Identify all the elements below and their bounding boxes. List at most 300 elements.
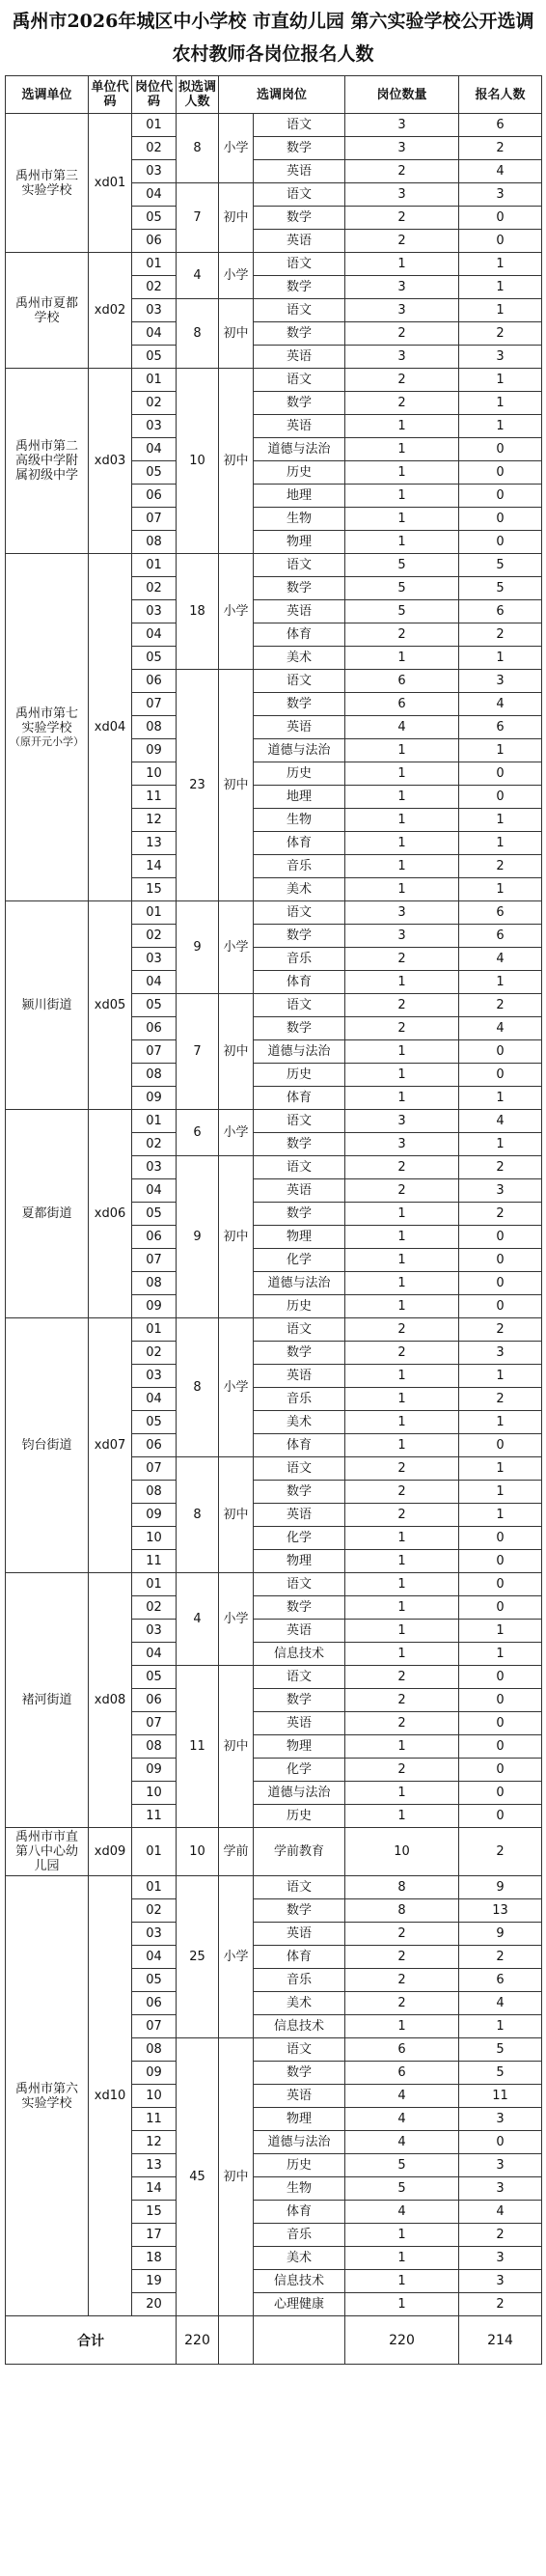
planned-count: 45 bbox=[177, 2038, 219, 2316]
planned-count: 18 bbox=[177, 554, 219, 670]
post-count: 6 bbox=[345, 670, 459, 693]
post-count: 1 bbox=[345, 461, 459, 485]
post-count: 5 bbox=[345, 554, 459, 577]
header-planned-count: 拟选调人数 bbox=[177, 76, 219, 114]
post-count: 1 bbox=[345, 415, 459, 438]
school-level: 初中 bbox=[219, 299, 254, 369]
post-count: 1 bbox=[345, 438, 459, 461]
applicant-count: 2 bbox=[459, 2224, 542, 2247]
post-subject: 美术 bbox=[254, 878, 345, 901]
applicant-count: 6 bbox=[459, 600, 542, 623]
school-level: 初中 bbox=[219, 183, 254, 253]
applicant-count: 1 bbox=[459, 1365, 542, 1388]
post-subject: 历史 bbox=[254, 1805, 345, 1828]
total-label: 合计 bbox=[6, 2316, 177, 2365]
unit-name-text: 禹州市市直第八中心幼儿园 bbox=[14, 1830, 78, 1873]
post-subject: 语文 bbox=[254, 2038, 345, 2062]
post-count: 1 bbox=[345, 508, 459, 531]
post-subject: 语文 bbox=[254, 1156, 345, 1179]
post-code: 07 bbox=[132, 1249, 177, 1272]
unit-name bbox=[6, 1876, 89, 2316]
table-row bbox=[6, 253, 542, 276]
page-title: 禹州市2026年城区中小学校 市直幼儿园 第六实验学校公开选调农村教师各岗位报名人数 bbox=[12, 11, 534, 65]
planned-count: 11 bbox=[177, 1666, 219, 1828]
post-count: 3 bbox=[345, 1110, 459, 1133]
school-level: 小学 bbox=[219, 1110, 254, 1156]
unit-name bbox=[6, 369, 89, 554]
header-post: 选调岗位 bbox=[219, 76, 345, 114]
post-code: 04 bbox=[132, 1388, 177, 1411]
post-code: 05 bbox=[132, 1969, 177, 1992]
post-count: 1 bbox=[345, 1735, 459, 1759]
post-count: 2 bbox=[345, 1017, 459, 1040]
post-count: 3 bbox=[345, 276, 459, 299]
unit-code: xd02 bbox=[89, 253, 132, 369]
post-subject: 历史 bbox=[254, 1064, 345, 1087]
applicant-count: 0 bbox=[459, 485, 542, 508]
post-subject: 地理 bbox=[254, 786, 345, 809]
planned-count: 7 bbox=[177, 183, 219, 253]
post-count: 2 bbox=[345, 369, 459, 392]
post-subject: 英语 bbox=[254, 716, 345, 739]
post-count: 4 bbox=[345, 2131, 459, 2154]
unit-name bbox=[6, 114, 89, 253]
header-row bbox=[6, 76, 542, 114]
applicant-count: 4 bbox=[459, 1992, 542, 2015]
registration-table bbox=[5, 75, 542, 2365]
school-level: 初中 bbox=[219, 369, 254, 554]
post-code: 17 bbox=[132, 2224, 177, 2247]
post-count: 1 bbox=[345, 531, 459, 554]
post-count: 1 bbox=[345, 1411, 459, 1434]
post-count: 2 bbox=[345, 207, 459, 230]
applicant-count: 6 bbox=[459, 901, 542, 925]
post-count: 2 bbox=[345, 1457, 459, 1481]
post-code: 08 bbox=[132, 1272, 177, 1295]
post-code: 03 bbox=[132, 1620, 177, 1643]
post-count: 2 bbox=[345, 392, 459, 415]
applicant-count: 1 bbox=[459, 2015, 542, 2038]
planned-count: 4 bbox=[177, 253, 219, 299]
post-code: 01 bbox=[132, 1318, 177, 1342]
post-count: 4 bbox=[345, 2201, 459, 2224]
unit-note: （原开元小学） bbox=[10, 735, 84, 748]
post-count: 2 bbox=[345, 1504, 459, 1527]
post-subject: 语文 bbox=[254, 114, 345, 137]
applicant-count: 5 bbox=[459, 554, 542, 577]
table-row bbox=[6, 901, 542, 925]
school-level: 小学 bbox=[219, 253, 254, 299]
post-subject: 化学 bbox=[254, 1759, 345, 1782]
post-subject: 语文 bbox=[254, 1110, 345, 1133]
post-count: 2 bbox=[345, 994, 459, 1017]
unit-code: xd06 bbox=[89, 1110, 132, 1318]
post-code: 12 bbox=[132, 2131, 177, 2154]
applicant-count: 1 bbox=[459, 1133, 542, 1156]
unit-name bbox=[6, 1573, 89, 1828]
unit-name bbox=[6, 1318, 89, 1573]
post-code: 08 bbox=[132, 531, 177, 554]
planned-count: 4 bbox=[177, 1573, 219, 1666]
post-code: 01 bbox=[132, 1110, 177, 1133]
post-count: 1 bbox=[345, 786, 459, 809]
post-count: 1 bbox=[345, 1805, 459, 1828]
applicant-count: 6 bbox=[459, 114, 542, 137]
post-count: 3 bbox=[345, 137, 459, 160]
post-code: 02 bbox=[132, 1342, 177, 1365]
table-row bbox=[6, 1876, 542, 1899]
applicant-count: 4 bbox=[459, 1110, 542, 1133]
post-code: 05 bbox=[132, 1666, 177, 1689]
post-subject: 语文 bbox=[254, 1457, 345, 1481]
post-subject: 数学 bbox=[254, 392, 345, 415]
post-subject: 历史 bbox=[254, 762, 345, 786]
post-code: 08 bbox=[132, 1064, 177, 1087]
applicant-count: 1 bbox=[459, 1411, 542, 1434]
post-subject: 数学 bbox=[254, 137, 345, 160]
post-code: 14 bbox=[132, 2177, 177, 2201]
applicant-count: 1 bbox=[459, 647, 542, 670]
post-subject: 数学 bbox=[254, 2062, 345, 2085]
post-count: 1 bbox=[345, 2270, 459, 2293]
post-code: 05 bbox=[132, 1411, 177, 1434]
unit-name-text: 钧台街道 bbox=[21, 1438, 72, 1453]
post-subject: 体育 bbox=[254, 832, 345, 855]
post-count: 10 bbox=[345, 1828, 459, 1876]
applicant-count: 11 bbox=[459, 2085, 542, 2108]
post-subject: 数学 bbox=[254, 1899, 345, 1923]
post-count: 1 bbox=[345, 1087, 459, 1110]
planned-count: 8 bbox=[177, 1457, 219, 1573]
school-level: 小学 bbox=[219, 114, 254, 183]
unit-name bbox=[6, 554, 89, 901]
post-code: 05 bbox=[132, 994, 177, 1017]
post-count: 2 bbox=[345, 1666, 459, 1689]
applicant-count: 0 bbox=[459, 1596, 542, 1620]
post-subject: 数学 bbox=[254, 207, 345, 230]
post-count: 1 bbox=[345, 2293, 459, 2316]
post-count: 2 bbox=[345, 1969, 459, 1992]
unit-name-text: 禹州市第六实验学校 bbox=[14, 2081, 78, 2111]
total-applicants: 214 bbox=[459, 2316, 542, 2365]
post-subject: 语文 bbox=[254, 369, 345, 392]
applicant-count: 2 bbox=[459, 1388, 542, 1411]
applicant-count: 2 bbox=[459, 137, 542, 160]
post-subject: 英语 bbox=[254, 600, 345, 623]
post-code: 02 bbox=[132, 1133, 177, 1156]
planned-count: 8 bbox=[177, 114, 219, 183]
applicant-count: 13 bbox=[459, 1899, 542, 1923]
post-count: 3 bbox=[345, 299, 459, 322]
post-subject: 信息技术 bbox=[254, 2270, 345, 2293]
header-post-count: 岗位数量 bbox=[345, 76, 459, 114]
post-count: 2 bbox=[345, 1342, 459, 1365]
post-code: 09 bbox=[132, 1759, 177, 1782]
post-code: 03 bbox=[132, 1156, 177, 1179]
post-subject: 生物 bbox=[254, 508, 345, 531]
post-code: 12 bbox=[132, 809, 177, 832]
post-code: 02 bbox=[132, 137, 177, 160]
post-subject: 英语 bbox=[254, 1923, 345, 1946]
post-code: 03 bbox=[132, 1923, 177, 1946]
applicant-count: 1 bbox=[459, 1481, 542, 1504]
post-code: 03 bbox=[132, 948, 177, 971]
post-count: 4 bbox=[345, 2108, 459, 2131]
applicant-count: 1 bbox=[459, 809, 542, 832]
post-code: 09 bbox=[132, 739, 177, 762]
applicant-count: 0 bbox=[459, 1064, 542, 1087]
post-subject: 英语 bbox=[254, 346, 345, 369]
applicant-count: 0 bbox=[459, 1040, 542, 1064]
applicant-count: 0 bbox=[459, 1550, 542, 1573]
post-count: 1 bbox=[345, 2224, 459, 2247]
applicant-count: 0 bbox=[459, 1295, 542, 1318]
post-subject: 英语 bbox=[254, 1712, 345, 1735]
post-code: 18 bbox=[132, 2247, 177, 2270]
post-code: 05 bbox=[132, 1203, 177, 1226]
post-subject: 体育 bbox=[254, 2201, 345, 2224]
post-code: 03 bbox=[132, 600, 177, 623]
post-subject: 英语 bbox=[254, 1179, 345, 1203]
post-count: 2 bbox=[345, 948, 459, 971]
post-subject: 数学 bbox=[254, 1689, 345, 1712]
post-code: 06 bbox=[132, 230, 177, 253]
post-subject: 美术 bbox=[254, 2247, 345, 2270]
post-subject: 道德与法治 bbox=[254, 1782, 345, 1805]
applicant-count: 3 bbox=[459, 2247, 542, 2270]
post-code: 13 bbox=[132, 2154, 177, 2177]
post-code: 01 bbox=[132, 114, 177, 137]
post-code: 07 bbox=[132, 693, 177, 716]
applicant-count: 1 bbox=[459, 415, 542, 438]
school-level: 初中 bbox=[219, 2038, 254, 2316]
post-subject: 数学 bbox=[254, 693, 345, 716]
post-count: 2 bbox=[345, 623, 459, 647]
post-count: 2 bbox=[345, 1689, 459, 1712]
post-count: 2 bbox=[345, 1156, 459, 1179]
post-subject: 数学 bbox=[254, 1481, 345, 1504]
post-count: 3 bbox=[345, 114, 459, 137]
post-count: 1 bbox=[345, 832, 459, 855]
post-subject: 英语 bbox=[254, 415, 345, 438]
post-code: 11 bbox=[132, 1550, 177, 1573]
applicant-count: 3 bbox=[459, 1179, 542, 1203]
post-code: 08 bbox=[132, 2038, 177, 2062]
applicant-count: 6 bbox=[459, 1969, 542, 1992]
post-subject: 学前教育 bbox=[254, 1828, 345, 1876]
applicant-count: 0 bbox=[459, 1272, 542, 1295]
applicant-count: 0 bbox=[459, 461, 542, 485]
post-subject: 语文 bbox=[254, 1318, 345, 1342]
post-count: 5 bbox=[345, 600, 459, 623]
planned-count: 9 bbox=[177, 901, 219, 994]
post-subject: 英语 bbox=[254, 1620, 345, 1643]
post-code: 04 bbox=[132, 971, 177, 994]
post-code: 04 bbox=[132, 183, 177, 207]
post-subject: 语文 bbox=[254, 253, 345, 276]
applicant-count: 2 bbox=[459, 1828, 542, 1876]
unit-code: xd04 bbox=[89, 554, 132, 901]
applicant-count: 2 bbox=[459, 623, 542, 647]
post-count: 2 bbox=[345, 322, 459, 346]
post-code: 01 bbox=[132, 369, 177, 392]
post-code: 09 bbox=[132, 2062, 177, 2085]
school-level: 初中 bbox=[219, 994, 254, 1110]
post-count: 1 bbox=[345, 1550, 459, 1573]
post-subject: 化学 bbox=[254, 1527, 345, 1550]
applicant-count: 1 bbox=[459, 1643, 542, 1666]
unit-name-text: 夏都街道 bbox=[21, 1206, 72, 1221]
post-code: 14 bbox=[132, 855, 177, 878]
post-subject: 语文 bbox=[254, 554, 345, 577]
post-code: 01 bbox=[132, 1573, 177, 1596]
post-count: 1 bbox=[345, 739, 459, 762]
post-subject: 物理 bbox=[254, 1735, 345, 1759]
applicant-count: 3 bbox=[459, 183, 542, 207]
applicant-count: 3 bbox=[459, 346, 542, 369]
unit-name bbox=[6, 901, 89, 1110]
post-count: 6 bbox=[345, 2062, 459, 2085]
post-subject: 物理 bbox=[254, 2108, 345, 2131]
applicant-count: 0 bbox=[459, 1527, 542, 1550]
post-subject: 数学 bbox=[254, 577, 345, 600]
post-count: 1 bbox=[345, 1388, 459, 1411]
school-level: 小学 bbox=[219, 554, 254, 670]
post-code: 09 bbox=[132, 1504, 177, 1527]
planned-count: 6 bbox=[177, 1110, 219, 1156]
post-code: 02 bbox=[132, 1596, 177, 1620]
post-code: 10 bbox=[132, 1527, 177, 1550]
post-subject: 信息技术 bbox=[254, 2015, 345, 2038]
post-code: 02 bbox=[132, 925, 177, 948]
applicant-count: 0 bbox=[459, 1573, 542, 1596]
post-count: 8 bbox=[345, 1876, 459, 1899]
table-row bbox=[6, 554, 542, 577]
post-subject: 数学 bbox=[254, 276, 345, 299]
total-empty-2 bbox=[254, 2316, 345, 2365]
post-code: 05 bbox=[132, 461, 177, 485]
post-count: 1 bbox=[345, 1040, 459, 1064]
table-row bbox=[6, 369, 542, 392]
post-count: 6 bbox=[345, 693, 459, 716]
post-subject: 英语 bbox=[254, 230, 345, 253]
applicant-count: 0 bbox=[459, 1782, 542, 1805]
applicant-count: 9 bbox=[459, 1923, 542, 1946]
applicant-count: 0 bbox=[459, 786, 542, 809]
header-unit-code: 单位代码 bbox=[89, 76, 132, 114]
applicant-count: 0 bbox=[459, 2131, 542, 2154]
planned-count: 8 bbox=[177, 299, 219, 369]
applicant-count: 3 bbox=[459, 2270, 542, 2293]
post-subject: 语文 bbox=[254, 901, 345, 925]
post-count: 1 bbox=[345, 253, 459, 276]
post-subject: 语文 bbox=[254, 1666, 345, 1689]
post-count: 1 bbox=[345, 1249, 459, 1272]
unit-name bbox=[6, 253, 89, 369]
post-subject: 英语 bbox=[254, 1365, 345, 1388]
post-count: 6 bbox=[345, 2038, 459, 2062]
planned-count: 23 bbox=[177, 670, 219, 901]
post-subject: 语文 bbox=[254, 183, 345, 207]
planned-count: 10 bbox=[177, 369, 219, 554]
applicant-count: 4 bbox=[459, 693, 542, 716]
applicant-count: 1 bbox=[459, 832, 542, 855]
post-subject: 物理 bbox=[254, 1226, 345, 1249]
unit-name-text: 禹州市夏都学校 bbox=[14, 295, 78, 325]
applicant-count: 2 bbox=[459, 1318, 542, 1342]
post-subject: 语文 bbox=[254, 299, 345, 322]
applicant-count: 0 bbox=[459, 1434, 542, 1457]
post-code: 06 bbox=[132, 1689, 177, 1712]
unit-code: xd05 bbox=[89, 901, 132, 1110]
applicant-count: 3 bbox=[459, 1342, 542, 1365]
post-count: 1 bbox=[345, 1272, 459, 1295]
post-subject: 体育 bbox=[254, 1087, 345, 1110]
post-count: 1 bbox=[345, 762, 459, 786]
post-code: 01 bbox=[132, 901, 177, 925]
post-count: 8 bbox=[345, 1899, 459, 1923]
post-code: 03 bbox=[132, 160, 177, 183]
applicant-count: 1 bbox=[459, 1504, 542, 1527]
post-subject: 数学 bbox=[254, 1596, 345, 1620]
applicant-count: 2 bbox=[459, 855, 542, 878]
applicant-count: 0 bbox=[459, 1805, 542, 1828]
post-count: 1 bbox=[345, 855, 459, 878]
applicant-count: 1 bbox=[459, 739, 542, 762]
post-subject: 数学 bbox=[254, 925, 345, 948]
post-code: 07 bbox=[132, 508, 177, 531]
post-count: 1 bbox=[345, 1620, 459, 1643]
post-code: 11 bbox=[132, 1805, 177, 1828]
applicant-count: 2 bbox=[459, 1156, 542, 1179]
header-applicants: 报名人数 bbox=[459, 76, 542, 114]
post-subject: 历史 bbox=[254, 2154, 345, 2177]
post-count: 1 bbox=[345, 878, 459, 901]
post-count: 1 bbox=[345, 1573, 459, 1596]
post-count: 1 bbox=[345, 2247, 459, 2270]
post-count: 3 bbox=[345, 183, 459, 207]
applicant-count: 1 bbox=[459, 1457, 542, 1481]
applicant-count: 0 bbox=[459, 1759, 542, 1782]
table-row bbox=[6, 1110, 542, 1133]
unit-name bbox=[6, 1110, 89, 1318]
applicant-count: 1 bbox=[459, 276, 542, 299]
post-subject: 信息技术 bbox=[254, 1643, 345, 1666]
table-row bbox=[6, 1828, 542, 1876]
post-count: 5 bbox=[345, 577, 459, 600]
post-subject: 音乐 bbox=[254, 1388, 345, 1411]
unit-code: xd01 bbox=[89, 114, 132, 253]
planned-count: 9 bbox=[177, 1156, 219, 1318]
applicant-count: 4 bbox=[459, 2201, 542, 2224]
post-subject: 英语 bbox=[254, 1504, 345, 1527]
applicant-count: 1 bbox=[459, 392, 542, 415]
total-empty-1 bbox=[219, 2316, 254, 2365]
post-count: 1 bbox=[345, 1596, 459, 1620]
post-subject: 数学 bbox=[254, 1203, 345, 1226]
applicant-count: 0 bbox=[459, 438, 542, 461]
post-count: 1 bbox=[345, 485, 459, 508]
post-subject: 心理健康 bbox=[254, 2293, 345, 2316]
post-code: 08 bbox=[132, 1481, 177, 1504]
unit-code: xd09 bbox=[89, 1828, 132, 1876]
planned-count: 25 bbox=[177, 1876, 219, 2038]
table-row bbox=[6, 114, 542, 137]
applicant-count: 2 bbox=[459, 1946, 542, 1969]
post-code: 20 bbox=[132, 2293, 177, 2316]
post-code: 05 bbox=[132, 207, 177, 230]
post-subject: 物理 bbox=[254, 1550, 345, 1573]
